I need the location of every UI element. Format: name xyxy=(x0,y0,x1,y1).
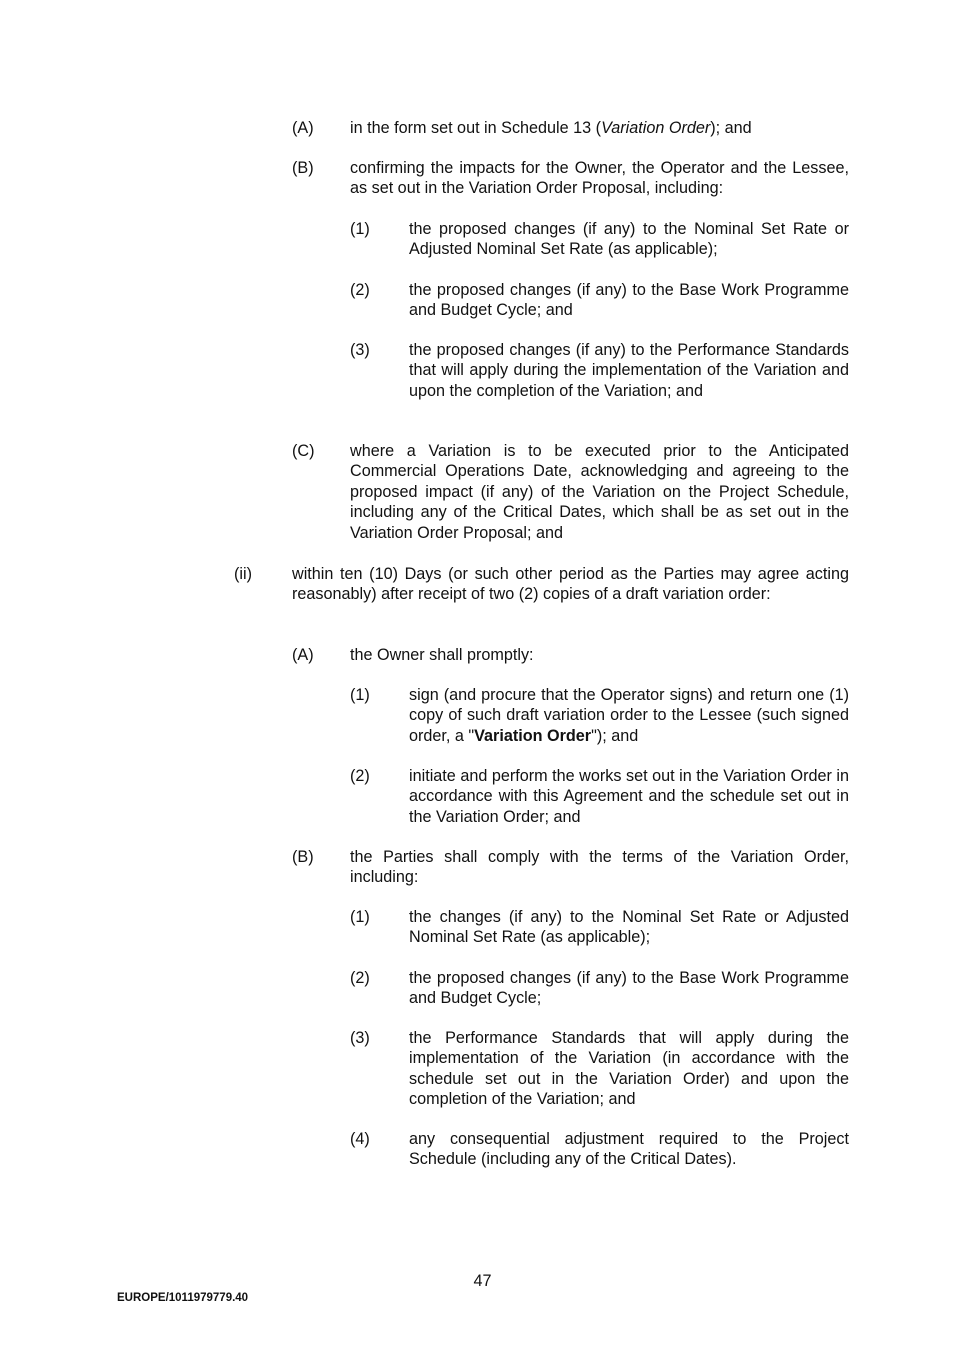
clause-text: within ten (10) Days (or such other period as the Parties may agree acting reasonably) after receipt of two (2) copies of a draft variation order: xyxy=(292,565,849,604)
clause-text: initiate and perform the works set out in the Variation Order in accordance with this Agreement and the schedule set out in the Variation Order; and xyxy=(409,767,849,826)
clause-label: (1) xyxy=(350,220,370,238)
clause-label: (B) xyxy=(292,848,314,866)
clause-text: the proposed changes (if any) to the Base Work Programme and Budget Cycle; and xyxy=(409,281,849,320)
clause-label: (A) xyxy=(292,119,314,137)
clause-label: (A) xyxy=(292,646,314,664)
clause-text: the proposed changes (if any) to the Performance Standards that will apply during the implementation of the Variation and upon the completion of the Variation; and xyxy=(409,341,849,400)
defined-term: Variation Order xyxy=(474,726,592,745)
italic-term: Variation Order xyxy=(601,119,711,137)
clause-label: (B) xyxy=(292,159,314,177)
page-number: 47 xyxy=(473,1272,492,1290)
clause-text: confirming the impacts for the Owner, the Operator and the Lessee, as set out in the Variation Order Proposal, including: xyxy=(350,159,849,198)
clause-label: (2) xyxy=(350,767,370,785)
clause-text: sign (and procure that the Operator signs) and return one (1) copy of such draft variation order to the Lessee (such signed order, a "Variation Order"); and xyxy=(409,686,849,745)
clause-label: (C) xyxy=(292,442,315,460)
clause-label: (2) xyxy=(350,969,370,987)
clause-text: the Owner shall promptly: xyxy=(350,646,534,664)
clause-label: (3) xyxy=(350,341,370,359)
clause-text: the proposed changes (if any) to the Base Work Programme and Budget Cycle; xyxy=(409,969,849,1008)
clause-text: where a Variation is to be executed prior to the Anticipated Commercial Operations Date, acknowledging and agreeing to the proposed impact (if any) of the Variation on the Project Schedule, including any of the Critical Dates, which shall be as set out in the Variation Order Proposal; and xyxy=(350,442,849,542)
clause-text: the proposed changes (if any) to the Nominal Set Rate or Adjusted Nominal Set Rate (as applicable); xyxy=(409,220,849,259)
clause-label: (1) xyxy=(350,686,370,704)
clause-label: (4) xyxy=(350,1130,370,1148)
clause-text: in the form set out in Schedule 13 (Variation Order); and xyxy=(350,119,752,137)
clause-text: the Performance Standards that will apply during the implementation of the Variation (in accordance with the schedule set out in the Variation Order) and upon the completion of the Variation; and xyxy=(409,1029,849,1109)
clause-label: (ii) xyxy=(234,565,252,583)
clause-label: (3) xyxy=(350,1029,370,1047)
clause-text: the Parties shall comply with the terms of the Variation Order, including: xyxy=(350,848,849,887)
clause-label: (2) xyxy=(350,281,370,299)
clause-text: the changes (if any) to the Nominal Set Rate or Adjusted Nominal Set Rate (as applicable); xyxy=(409,908,849,947)
clause-text: any consequential adjustment required to the Project Schedule (including any of the Critical Dates). xyxy=(409,1130,849,1169)
clause-label: (1) xyxy=(350,908,370,926)
document-reference: EUROPE/1011979779.40 xyxy=(117,1292,249,1304)
